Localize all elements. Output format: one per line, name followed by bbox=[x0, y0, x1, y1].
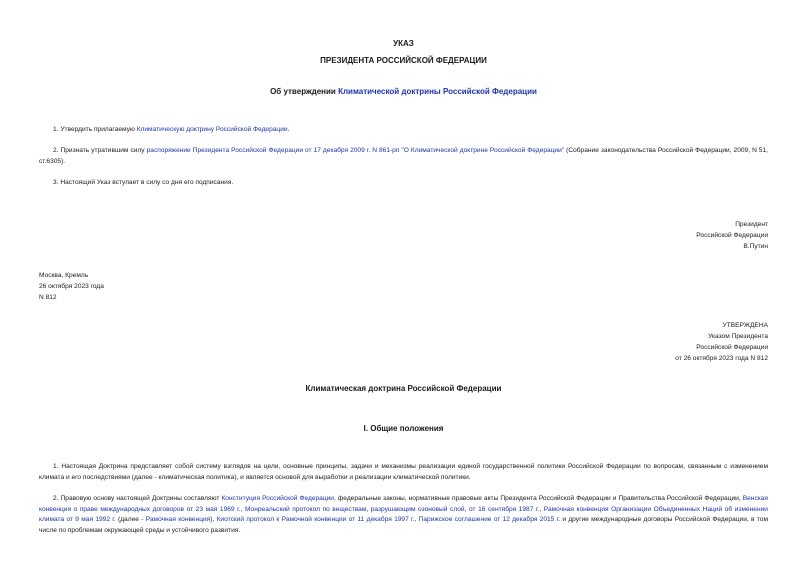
decree-number: N 812 bbox=[39, 294, 57, 301]
decree-item-3 bbox=[39, 178, 768, 189]
p2-text-a: 2. Правовую основу настоящей Доктрины составляют bbox=[53, 495, 222, 502]
approved-country: Российской Федерации bbox=[696, 344, 768, 351]
item2-link[interactable]: распоряжение Президента Российской Федерации от 17 декабря 2009 г. N 861-рп "О Климатической доктрине Российской Федерации" bbox=[146, 147, 565, 154]
p2-text-e: (далее - bbox=[115, 516, 146, 524]
subtitle-prefix: Об утверждении bbox=[270, 87, 339, 96]
item3-text: 3. Настоящий Указ вступает в силу со дня его подписания. bbox=[53, 179, 234, 186]
framework-convention-link[interactable]: Рамочная конвенция Организации Объединенных Наций об изменении климата от 9 мая 1992 г. bbox=[39, 505, 768, 524]
p2-text-g: , bbox=[414, 516, 419, 524]
doctrine-paragraph-2 bbox=[39, 494, 768, 536]
signature-block bbox=[696, 219, 768, 252]
p2-text-b: , федеральные законы, нормативные правовые акты Президента Российской Федерации и Правительства Российской Федерации, bbox=[334, 495, 743, 502]
montreal-protocol-link[interactable]: Монреальский протокол по веществам, разрушающим озоновый слой, от 16 сентября 1987 г. bbox=[244, 505, 540, 513]
decree-title: УКАЗ bbox=[393, 39, 414, 48]
item1-suffix: . bbox=[287, 126, 290, 133]
approval-block bbox=[675, 320, 768, 364]
section-title: I. Общие положения bbox=[363, 424, 444, 433]
p2-text-d: , bbox=[539, 505, 544, 513]
p2-text-f: ), bbox=[210, 516, 217, 524]
signature-title: Президент bbox=[735, 221, 768, 228]
approved-date: от 26 октября 2023 года N 812 bbox=[675, 355, 768, 362]
kyoto-protocol-link[interactable]: Киотский протокол к Рамочной конвенции от 11 декабря 1997 г. bbox=[216, 516, 415, 524]
constitution-link[interactable]: Конституция Российской Федерации bbox=[221, 495, 334, 502]
place-date-block bbox=[39, 270, 104, 303]
item2-prefix: 2. Признать утратившим силу bbox=[53, 147, 147, 154]
doctrine-title: Климатическая доктрина Российской Федерации bbox=[305, 384, 502, 393]
approved-by: Указом Президента bbox=[708, 333, 768, 340]
signature-name: В.Путин bbox=[743, 243, 768, 250]
signature-country: Российской Федерации bbox=[696, 232, 768, 239]
paragraph-1-text: 1. Настоящая Доктрина представляет собой систему взглядов на цели, основные принципы, задачи и механизмы реализации единой государственной политики Российской Федерации по вопросам, связанным с изменением климата и его последствиями (далее - климатическая политика), и является основой для выработки и реализации климатической политики. bbox=[39, 463, 768, 481]
p2-text-h: и другие международные договоры Российской Федерации, в том числе по проблемам окружающей среды и устойчивого развития. bbox=[39, 516, 768, 534]
item2-suffix: (Собрание законодательства Российской Федерации, 2009, N 51, ст.6305). bbox=[39, 147, 769, 165]
doctrine-paragraph-1 bbox=[39, 462, 768, 483]
decree-item-2 bbox=[39, 146, 768, 167]
item1-link[interactable]: Климатическую доктрину Российской Федерации bbox=[136, 126, 288, 133]
decree-issuer: ПРЕЗИДЕНТА РОССИЙСКОЙ ФЕДЕРАЦИИ bbox=[320, 56, 487, 65]
doctrine-link[interactable]: Климатической доктрины Российской Федерации bbox=[338, 87, 537, 96]
decree-item-1 bbox=[39, 125, 768, 136]
framework-convention-short-link[interactable]: Рамочная конвенция bbox=[145, 516, 211, 524]
paris-agreement-link[interactable]: Парижское соглашение от 12 декабря 2015 г. bbox=[418, 516, 561, 524]
signing-place: Москва, Кремль bbox=[39, 272, 89, 279]
item1-prefix: 1. Утвердить прилагаемую bbox=[53, 126, 137, 133]
p2-text-c: , bbox=[240, 505, 245, 513]
decree-subtitle bbox=[0, 87, 807, 96]
approved-label: УТВЕРЖДЕНА bbox=[722, 322, 768, 329]
signing-date: 26 октября 2023 года bbox=[39, 283, 104, 290]
vienna-convention-link[interactable]: Венская конвенция о праве международных договоров от 23 мая 1969 г. bbox=[39, 495, 769, 513]
